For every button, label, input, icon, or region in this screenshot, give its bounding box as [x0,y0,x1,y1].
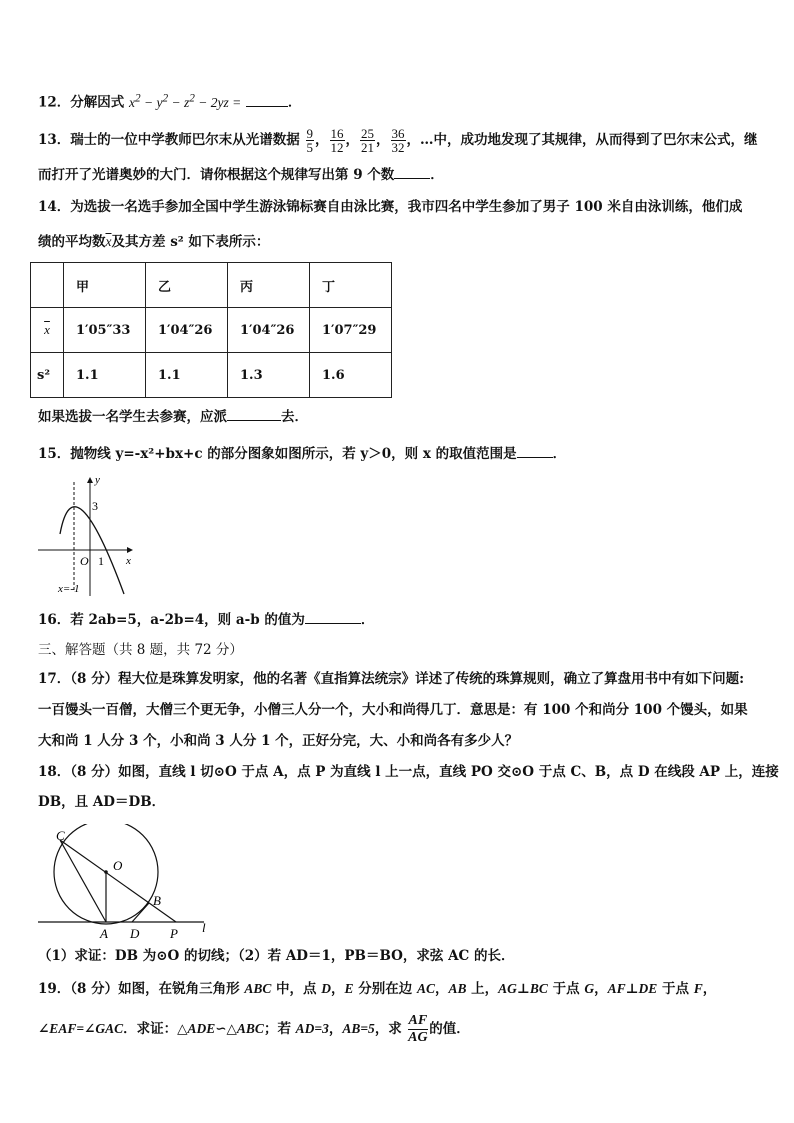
q13-end: ． [430,167,444,183]
question-18-line2: DB，且 AD＝DB． [38,794,166,810]
question-14-line2 [38,232,269,252]
table-header-bing: 丙 [228,263,310,308]
q13-f4-den: 32 [391,140,405,155]
q13-f3-den: 21 [361,140,374,155]
q19-line1e-2: 于点 [657,981,694,997]
label-p: P [170,926,178,941]
q19-agbc: AG⊥BC [498,981,548,996]
q19-line1f: ， [702,981,717,997]
q12-expression: $x^2 - y^2 - z^2 - 2yz$ = [129,92,242,110]
question-17-line3: 大和尚 1 人分 3 个，小和尚 3 人分 1 个，正好分完，大、小和尚各有多少人？ [38,733,519,749]
question-17-line1: 17．（8 分）程大位是珠算发明家，他的名著《直指算法统宗》详述了传统的珠算规则，确立了算盘用书中有如下问题: [38,671,745,687]
q19-similar: △ADE∽△ABC [177,1021,264,1036]
q19-line2b: ．求证： [123,1021,178,1037]
q19-e: E [344,981,354,996]
question-19-line2 [38,1013,470,1046]
question-17-line2: 一百馒头一百僧，大僧三个更无争，小僧三人分一个，大小和尚得几丁．意思是：有 100 个和尚分 100 个馒头，如果 [38,702,748,718]
q12-answer-blank[interactable] [246,92,288,107]
table-corner-cell [31,263,64,308]
q19-g: G [584,981,595,996]
q13-f2-num: 16 [330,126,344,141]
q13-f3-num: 25 [361,126,374,141]
q13-f4-num: 36 [391,126,405,141]
table-cell: 1.1 [146,353,228,398]
table-row-label-mean: $\overline{x}$ [44,322,50,337]
label-c: C [56,828,65,843]
segment-db [132,903,149,922]
q19-sep2: ， [434,981,449,997]
q19-frac-num: AF [408,1013,428,1028]
question-16 [38,609,374,630]
q19-afde: AF⊥DE [607,981,658,996]
q19-ab-val: AB=5 [342,1021,375,1036]
table-row [31,353,392,398]
q13-fraction-4 [391,127,406,154]
table-cell: 1.6 [310,353,392,398]
q19-ac: AC [416,981,435,996]
q19-frac-den: AG [408,1030,428,1045]
center-dot [104,870,108,874]
q13-lead: 瑞士的一位中学教师巴尔末从光谱数据 [70,132,300,148]
table-cell: 1′04″26 [228,308,310,353]
table-header-row [31,263,392,308]
table-row [31,308,392,353]
q15-end: ． [552,446,567,462]
table-header-jia: 甲 [64,263,146,308]
q14-after-b: 去． [281,409,308,425]
q14-number: 14． [38,199,71,215]
label-l: l [202,920,206,935]
q13-number: 13． [38,132,71,148]
q19-line1a: 19．（8 分）如图，在锐角三角形 [38,981,245,997]
question-19-line1 [38,979,716,999]
label-y: y [95,474,100,486]
q19-line2h: 的值． [429,1021,470,1037]
q13-comma-3: ， [376,132,390,148]
question-14-after [38,406,308,427]
label-tick-3: 3 [92,499,98,513]
q19-fraction [408,1013,429,1046]
table-cell: 1′04″26 [146,308,228,353]
question-13-line2 [38,164,444,185]
table-row-label-variance: s² [31,353,64,398]
line-cp [60,840,176,922]
q19-sep4: ， [328,1021,343,1037]
q19-line1b: 中，点 [271,981,322,997]
label-origin: O [80,554,89,568]
chord-ac [60,840,106,922]
q14-answer-blank[interactable] [227,406,281,421]
label-x: x [126,555,131,567]
label-symmetry: x=-1 [58,583,80,595]
q13-fraction-3 [360,127,375,154]
q13-comma-1: ， [315,132,329,148]
table-cell: 1.3 [228,353,310,398]
q13-fraction-2 [330,127,345,154]
score-table [30,262,392,398]
label-o: O [113,858,123,873]
question-13-line1 [38,127,758,154]
q12-lead: 分解因式 [70,94,125,111]
table-cell: 1.1 [64,353,146,398]
q14-after-a: 如果选拔一名学生去参赛，应派 [38,409,227,425]
question-14-line1 [38,197,742,217]
q12-end: ． [287,94,302,111]
q19-abc: ABC [244,981,272,996]
q19-sep3: ， [594,981,608,997]
q19-ab: AB [448,981,467,996]
circle-tangent-figure [36,824,216,942]
q13-answer-blank[interactable] [394,164,430,179]
q19-angle-eq: ∠EAF=∠GAC [38,1021,124,1036]
label-a: A [100,926,108,941]
q19-ad: AD=3 [295,1021,329,1036]
label-d: D [130,926,140,941]
q16-answer-blank[interactable] [305,609,361,624]
q14-line1: 为选拔一名选手参加全国中学生游泳锦标赛自由泳比赛，我市四名中学生参加了男子 100 米自由泳训练，他们成 [70,199,743,215]
q13-f1-den: 5 [306,140,313,155]
q19-sep1: ， [331,981,345,997]
q16-end: ． [360,612,375,628]
q15-answer-blank[interactable] [517,443,553,458]
question-18-line1: 18．（8 分）如图，直线 l 切⊙O 于点 A，点 P 为直线 l 上一点，直线 PO 交⊙O 于点 C、B，点 D 在线段 AP 上，连接 [38,764,779,780]
q19-line2g: ，求 [374,1021,407,1037]
q19-d: D [321,981,332,996]
table-cell: 1′05″33 [64,308,146,353]
q12-number: 12． [38,94,71,111]
q14-line2b: 及其方差 s² 如下表所示： [111,234,270,250]
label-tick-1: 1 [98,554,104,568]
q19-line2d: ；若 [263,1021,296,1037]
section-3-heading: 三、解答题（共 8 题，共 72 分） [38,642,243,658]
q13-tail: ，…中，成功地发现了其规律，从而得到了巴尔末公式，继 [406,132,758,148]
q14-xbar: $\overline{x}$ [105,234,112,249]
question-12 [38,88,301,113]
q13-line2: 而打开了光谱奥妙的大门．请你根据这个规律写出第 9 个数 [38,167,395,183]
q15-text: 15．抛物线 y=-x²+bx+c 的部分图象如图所示，若 y＞0，则 x 的取值范围是 [38,446,517,462]
table-cell: 1′07″29 [310,308,392,353]
label-b: B [153,893,161,908]
q14-line2a: 绩的平均数 [38,234,106,250]
q19-line1e: 于点 [547,981,585,997]
q13-f1-num: 9 [306,126,313,141]
q13-f2-den: 12 [330,140,344,155]
question-15 [38,443,566,464]
table-header-yi: 乙 [146,263,228,308]
q13-fraction-1 [306,127,315,154]
q16-text: 16．若 2ab=5，a-2b=4，则 a-b 的值为 [38,612,305,628]
q19-f: F [693,981,703,996]
parabola-figure [36,474,142,598]
q19-line1c: 分别在边 [353,981,417,997]
q13-comma-2: ， [345,132,359,148]
table-header-ding: 丁 [310,263,392,308]
q19-line1d: 上， [466,981,499,997]
question-18-line3: （1）求证：DB 为⊙O 的切线；（2）若 AD＝1，PB＝BO，求弦 AC 的长． [38,948,515,964]
